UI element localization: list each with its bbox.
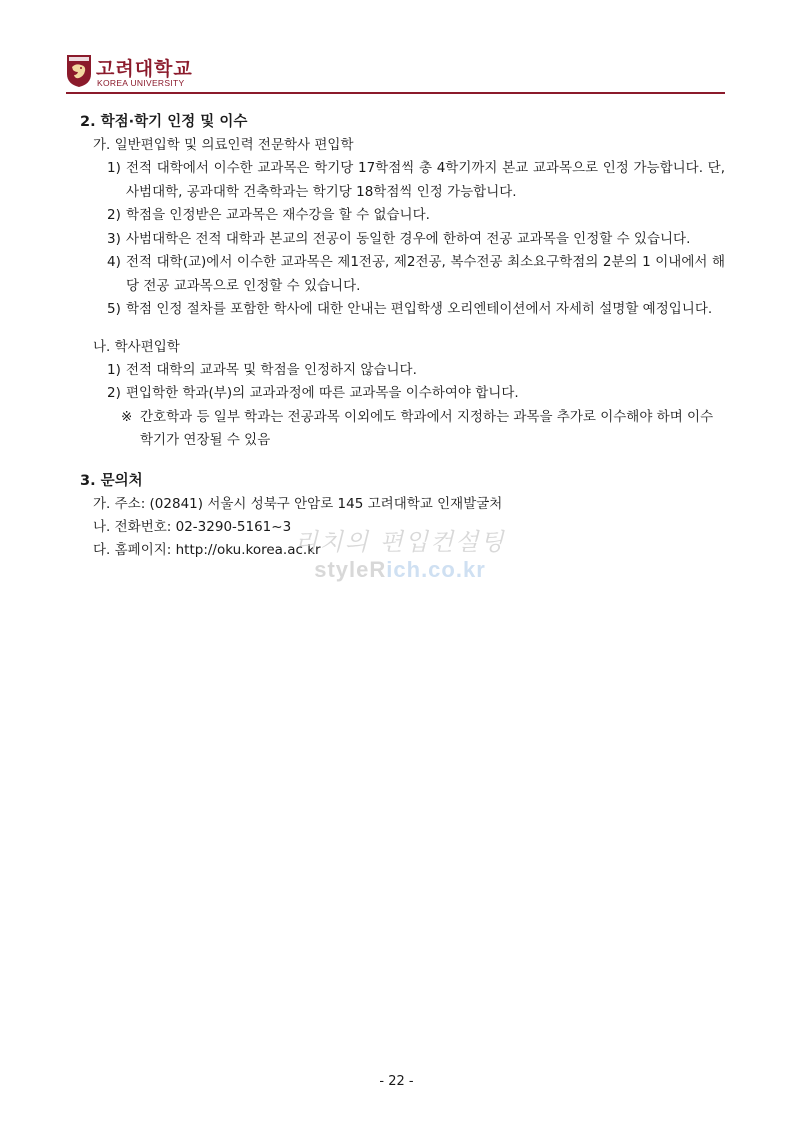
subsection-b-label: 나. 학사편입학 — [93, 338, 180, 355]
list-item — [80, 298, 725, 322]
watermark-url-part: styleR — [314, 557, 387, 582]
contact-homepage: 다. 홈페이지: http://oku.korea.ac.kr — [93, 541, 321, 558]
list-item-text: 전적 대학(교)에서 이수한 교과목은 제1전공, 제2전공, 복수전공 최소요구학점의 2분의 1 이내에서 해당 전공 교과목으로 인정할 수 있습니다. — [126, 254, 725, 294]
list-item-text: 사범대학은 전적 대학과 본교의 전공이 동일한 경우에 한하여 전공 교과목을 인정할 수 있습니다. — [126, 230, 691, 247]
list-item-number: 2) — [107, 385, 121, 401]
page-header — [66, 54, 725, 94]
university-emblem-icon — [66, 54, 92, 88]
list-item-number: 5) — [107, 301, 121, 317]
spacer — [80, 453, 725, 469]
list-item-number: 2) — [107, 207, 121, 223]
list-item — [80, 228, 725, 252]
list-item-text: 학점 인정 절차를 포함한 학사에 대한 안내는 편입학생 오리엔테이션에서 자세히 설명할 예정입니다. — [126, 301, 713, 317]
list-item-number: 4) — [107, 254, 121, 270]
reference-mark-icon: ※ — [121, 408, 133, 425]
note-item — [80, 406, 725, 453]
note-text: 간호학과 등 일부 학과는 전공과목 이외에도 학과에서 지정하는 과목을 추가로 이수해야 하며 이수 학기가 연장될 수 있음 — [140, 408, 714, 448]
list-item — [80, 359, 725, 383]
page-number: - 22 - — [379, 1074, 414, 1089]
university-logo-korean: 고려대학교 — [96, 58, 193, 80]
watermark-korean: 리치의 편입컨설팅 — [294, 528, 506, 556]
list-item — [80, 382, 725, 406]
header-divider — [66, 92, 725, 94]
list-item-text: 편입학한 학과(부)의 교과과정에 따른 교과목을 이수하여야 합니다. — [126, 385, 519, 401]
list-item-text: 학점을 인정받은 교과목은 재수강을 할 수 없습니다. — [126, 207, 430, 223]
spacer — [80, 322, 725, 336]
section-3-title: 3. 문의처 — [80, 472, 143, 489]
list-item — [80, 251, 725, 298]
list-item — [80, 204, 725, 228]
subsection-a-label: 가. 일반편입학 및 의료인력 전문학사 편입학 — [93, 137, 354, 153]
university-logo-english: KOREA UNIVERSITY — [97, 78, 185, 88]
contact-address: 가. 주소: (02841) 서울시 성북구 안암로 145 고려대학교 인재발굴처 — [93, 495, 503, 512]
list-item-number: 1) — [107, 160, 121, 176]
document-body — [80, 110, 725, 562]
list-item-text: 전적 대학의 교과목 및 학점을 인정하지 않습니다. — [126, 361, 417, 378]
contact-phone: 나. 전화번호: 02-3290-5161~3 — [93, 518, 292, 535]
watermark-url-part: ich.co.kr — [386, 557, 486, 582]
list-item-number: 3) — [107, 230, 121, 247]
list-item-number: 1) — [107, 361, 121, 378]
list-item — [80, 157, 725, 204]
section-2-title: 2. 학점·학기 인정 및 이수 — [80, 114, 248, 130]
list-item-text: 전적 대학에서 이수한 교과목은 학기당 17학점씩 총 4학기까지 본교 교과목으로 인정 가능합니다. 단, 사범대학, 공과대학 건축학과는 학기당 18학점씩 인정 가능합니다. — [126, 160, 725, 200]
